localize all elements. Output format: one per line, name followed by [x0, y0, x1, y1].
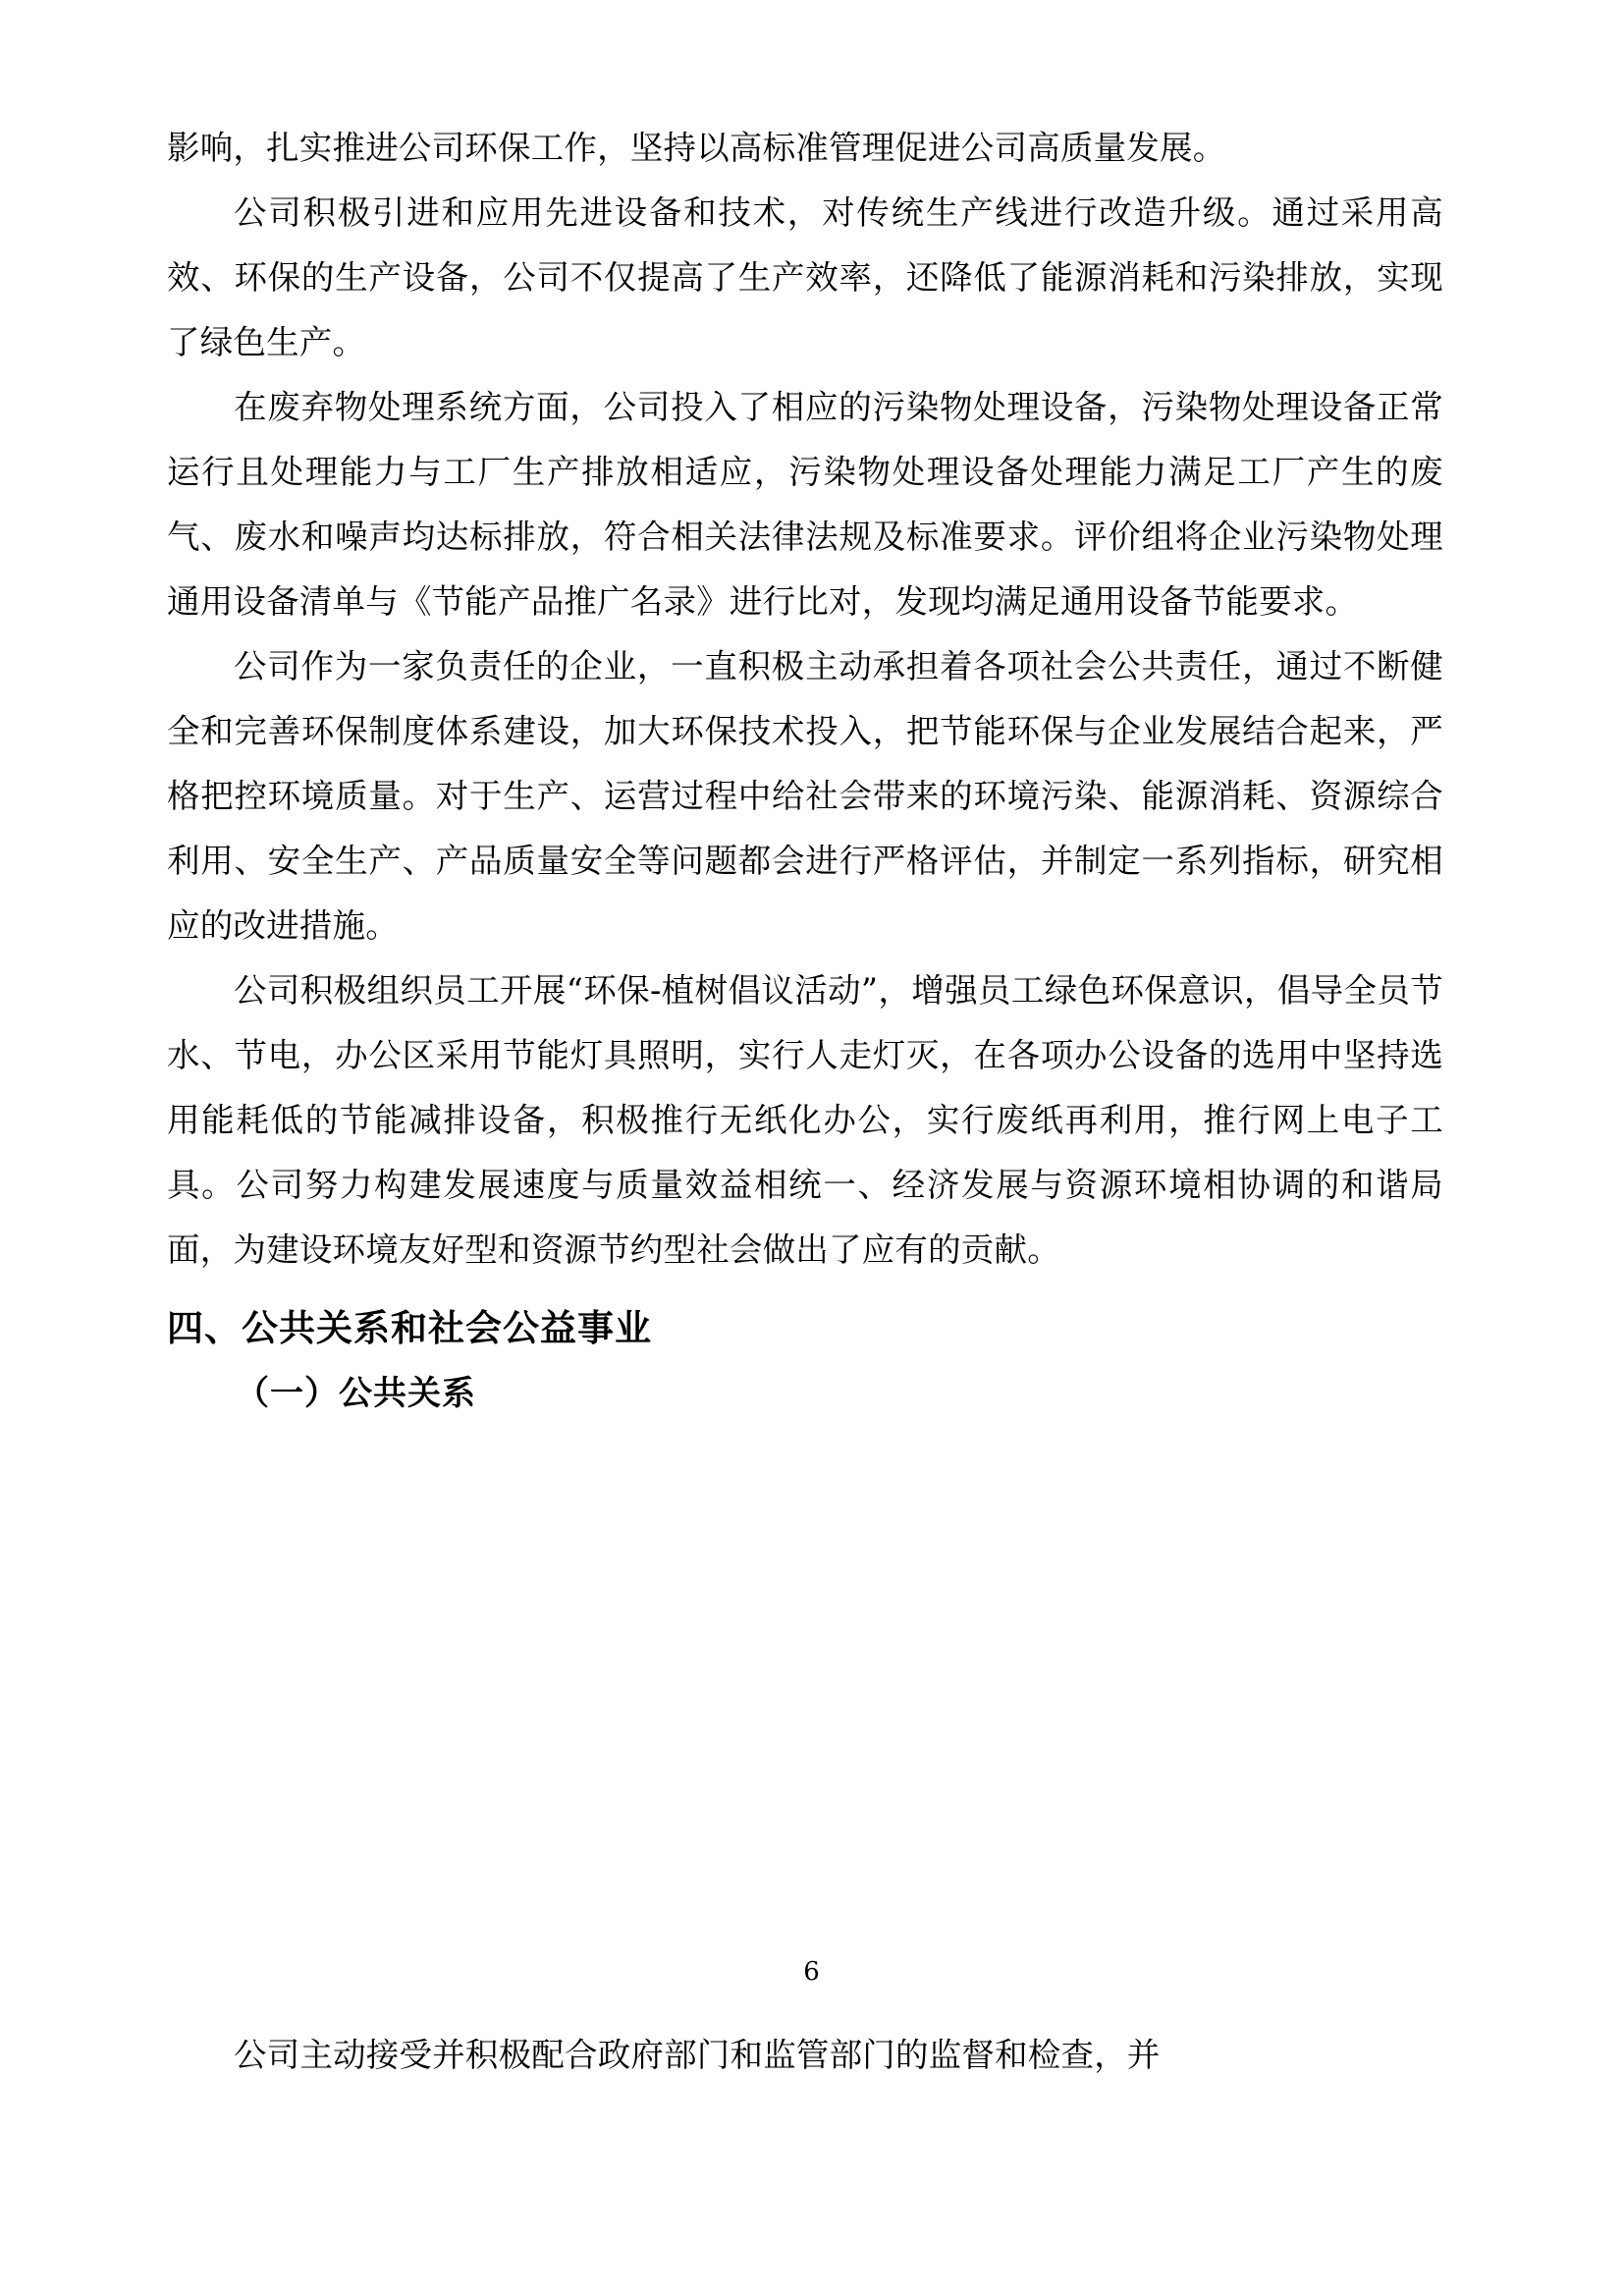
paragraph-3: 在废弃物处理系统方面，公司投入了相应的污染物处理设备，污染物处理设备正常运行且处理能力与工厂生产排放相适应，污染物处理设备处理能力满足工厂产生的废气、废水和噪声均达标排放，符合相关法律法规及标准要求。评价组将企业污染物处理通用设备清单与《节能产品推广名录》进行比对，发现均满足通用设备节能要求。 — [167, 388, 1443, 621]
closing-paragraph-container — [167, 2023, 1443, 2088]
closing-paragraph: 公司主动接受并积极配合政府部门和监管部门的监督和检查，并 — [234, 2036, 1161, 2074]
page-content — [167, 116, 1443, 1426]
paragraph-4: 公司作为一家负责任的企业，一直积极主动承担着各项社会公共责任，通过不断健全和完善环保制度体系建设，加大环保技术投入，把节能环保与企业发展结合起来，严格把控环境质量。对于生产、运营过程中给社会带来的环境污染、能源消耗、资源综合利用、安全生产、产品质量安全等问题都会进行严格评估，并制定一系列指标，研究相应的改进措施。 — [167, 647, 1443, 945]
page-number: 6 — [803, 1957, 820, 1987]
sub-heading: （一）公共关系 — [236, 1374, 476, 1413]
section-heading: 四、公共关系和社会公益事业 — [167, 1307, 652, 1349]
paragraph-5: 公司积极组织员工开展“环保-植树倡议活动”，增强员工绿色环保意识，倡导全员节水、节电，办公区采用节能灯具照明，实行人走灯灭，在各项办公设备的选用中坚持选用能耗低的节能减排设备，积极推行无纸化办公，实行废纸再利用，推行网上电子工具。公司努力构建发展速度与质量效益相统一、经济发展与资源环境相协调的和谐局面，为建设环境友好型和资源节约型社会做出了应有的贡献。 — [167, 971, 1443, 1269]
paragraph-2: 公司积极引进和应用先进设备和技术，对传统生产线进行改造升级。通过采用高效、环保的生产设备，公司不仅提高了生产效率，还降低了能源消耗和污染排放，实现了绿色生产。 — [167, 193, 1443, 361]
paragraph-1: 影响，扎实推进公司环保工作，坚持以高标准管理促进公司高质量发展。 — [167, 129, 1226, 167]
